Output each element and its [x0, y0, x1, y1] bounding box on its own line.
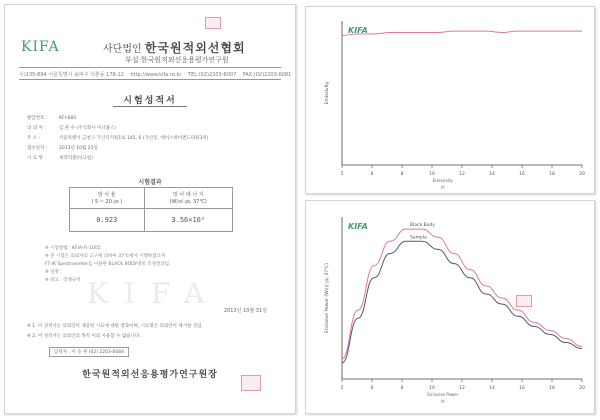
test-certificate-page: [4, 4, 296, 414]
footnote: ※ 2. 이 성적서는 의뢰인의 목적 이외 사용할 수 없습니다.: [27, 334, 141, 339]
results-table: [69, 187, 233, 232]
org-address: [19, 71, 292, 78]
x-tick-label: 12: [459, 172, 465, 177]
address-part: http://www.kifa.re.kr: [130, 72, 182, 78]
emissivity-chart: [306, 7, 594, 193]
issuer-signature-line: 한국원적외선응용평가연구원장: [82, 370, 218, 380]
field-client: 의 뢰 자 : 김 관 수 (주식회사 미니홈스): [27, 126, 117, 131]
address-divider: [19, 79, 281, 80]
org-prefix: 사단법인: [103, 44, 142, 55]
header-emissive-power: 방 사 에 너 지 (W/㎡·㎛, 37℃): [144, 188, 233, 209]
field-address: 주 소 : 서울특별시 금천구 가산디지털1로 145, 6 (가산동, 에이스하이엔드타워3차): [27, 136, 209, 141]
red-seal-stamp: [516, 295, 532, 307]
x-tick-label: 14: [489, 172, 495, 177]
legend-label: Emissive Power: [427, 392, 459, 397]
x-tick-label: 10: [429, 172, 435, 177]
series-line: [342, 241, 582, 362]
x-tick-label: 14: [489, 386, 495, 391]
x-tick-label: 10: [429, 386, 435, 391]
emissivity-value: 0.923: [70, 209, 145, 232]
kifa-logo: KIFA: [21, 39, 60, 55]
x-tick-label: 5: [340, 386, 344, 391]
x-tick-label: 6: [370, 386, 374, 391]
org-subtitle: 부설 한국원적외선응용평가연구원: [125, 56, 229, 64]
note-line: FT-IR Spectrometer를 이용한 BLACK BODY대비 측정결과임.: [45, 262, 171, 267]
x-tick-label: 18: [549, 172, 555, 177]
document-title: 시험성적서: [123, 96, 177, 106]
y-axis-label: Emissivity: [325, 81, 330, 105]
legend-label: Emissivity: [432, 178, 453, 183]
note-line: ※ 비고 : 측정규격: [45, 278, 81, 283]
org-name: [103, 39, 246, 56]
x-tick-label: 8: [400, 172, 404, 177]
series-line: [342, 31, 582, 35]
kifa-chart-logo: KIFA: [348, 26, 368, 35]
x-tick-label: 8: [400, 386, 404, 391]
red-seal-stamp: [205, 17, 221, 29]
table-header-row: [70, 188, 233, 209]
title-underline: [113, 106, 187, 107]
emissive-power-chart-page: [305, 200, 595, 414]
x-axis-label: ㎛: [440, 398, 445, 403]
note-line: ※ 시험방법 : KFIA-FI-1005: [45, 246, 101, 251]
x-tick-label: 18: [549, 386, 555, 391]
x-tick-label: 12: [459, 386, 465, 391]
kifa-watermark: KIFA: [87, 277, 221, 310]
series-label: Black Body: [410, 223, 435, 229]
field-received-date: 접수일자 : 2013년 10월 25일: [27, 146, 98, 151]
series-label: Sample: [410, 235, 427, 241]
x-tick-label: 20: [579, 172, 585, 177]
y-axis-label: Emissive Power (W/㎡·㎛, 37℃): [325, 263, 330, 333]
x-tick-label: 20: [579, 386, 585, 391]
red-seal-stamp: [241, 375, 261, 391]
table-row: [70, 209, 233, 232]
footnote: ※ 1. 이 성적서는 의뢰인이 제공한 시료에 대한 결과이며, 시료명은 의뢰인이 제시한 것임.: [27, 324, 203, 329]
note-line: ※ 본 시험은 의뢰자의 요구에 의하여 37℃에서 시행하였으며: [45, 254, 166, 259]
org-title: 한국원적외선협회: [144, 41, 246, 55]
x-tick-label: 16: [519, 386, 525, 391]
kifa-chart-logo: KIFA: [348, 222, 368, 231]
issue-date: 2013년 10월 31일: [223, 308, 267, 314]
contact-box: 담당자 : 이 승 현 (02) 2203-6084: [49, 347, 129, 357]
series-line: [342, 229, 582, 359]
x-tick-label: 16: [519, 172, 525, 177]
x-tick-label: 6: [370, 172, 374, 177]
field-issue-number: 발급번호 : KFI-684: [27, 116, 77, 121]
header-emissivity: 방 사 율 ( 5 ~ 20 ㎛ ): [70, 188, 145, 209]
emissive-power-chart: [306, 201, 594, 413]
address-part: 우)135-894 서울특별시 송파구 석촌동 178-12: [19, 72, 124, 78]
emissivity-chart-page: [305, 6, 595, 194]
results-section-title: 시험결과: [138, 179, 162, 186]
x-axis-label: ㎛: [440, 184, 445, 189]
x-tick-label: 5: [340, 172, 344, 177]
emissive-power-value: 3.56×10²: [144, 209, 233, 232]
address-part: TEL:(02)2203-6007: [188, 72, 237, 78]
header-divider: [19, 67, 281, 68]
field-sample-name: 시 료 명 : 세라믹볼(아크릴): [27, 156, 93, 161]
note-line: ※ 설명 :: [45, 270, 62, 275]
address-part: FAX:(02)2203-6081: [242, 72, 292, 78]
